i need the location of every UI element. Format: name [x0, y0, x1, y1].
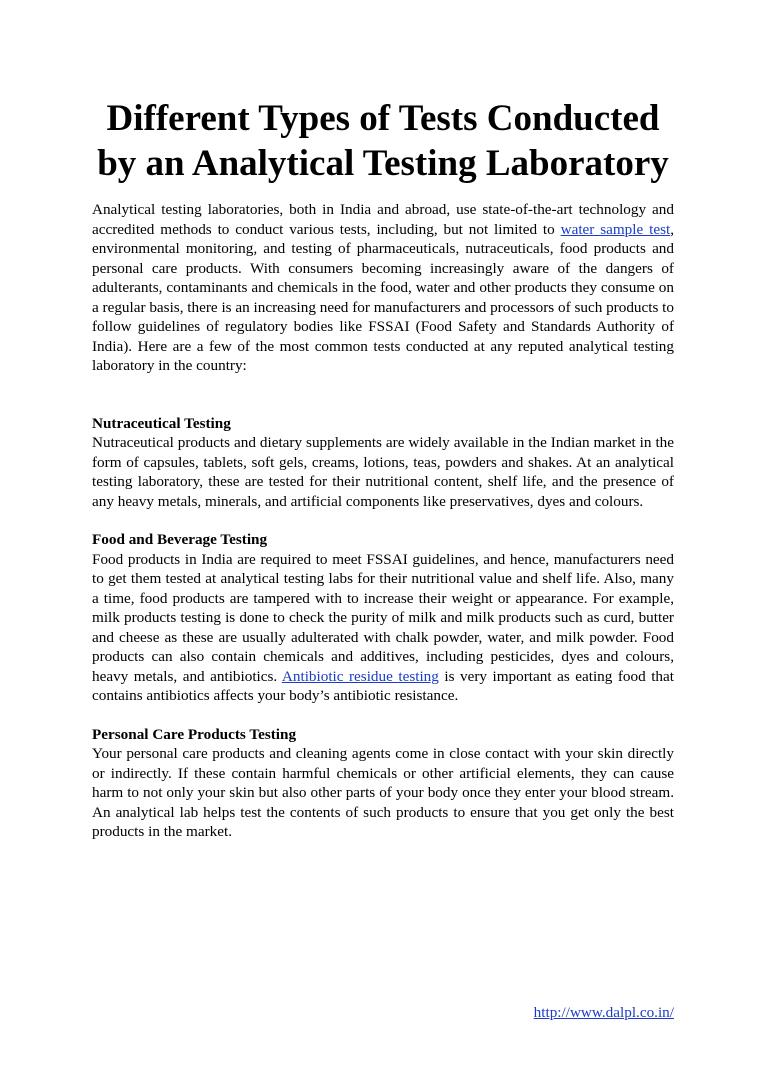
- nutraceutical-paragraph: Nutraceutical products and dietary supplements are widely available in the Indian market in the form of capsules, tablets, soft gels, creams, lotions, teas, powders and shakes. At an analytical testing laboratory, these are tested for their nutritional content, shelf life, and the presence of any heavy metals, minerals, and artificial components like preservatives, dyes and colours.: [92, 434, 674, 510]
- food-beverage-heading: Food and Beverage Testing: [92, 531, 268, 548]
- footer-website-link[interactable]: http://www.dalpl.co.in/: [533, 1004, 674, 1021]
- water-sample-test-link[interactable]: water sample test: [560, 220, 671, 238]
- footer: [534, 1003, 674, 1023]
- nutraceutical-heading: Nutraceutical Testing: [92, 414, 231, 432]
- food-text-before-link: Food products in India are required to meet FSSAI guidelines, and hence, manufacturers need to get them tested at analytical testing labs for their nutritional value and shelf life. Also, many a time, food products are tampered with to increase their weight or appearance. For example, milk products testing is done to check the purity of milk and milk products such as curd, butter and cheese as these are usually adulterated with chalk powder, water, and milk powder. Food products can also contain chemicals and additives, including pesticides, dyes and colours, heavy metals, and antibiotics.: [92, 550, 674, 685]
- page-title: Different Types of Tests Conducted by an Analytical Testing Laboratory: [97, 98, 669, 184]
- intro-text-before-link: Analytical testing laboratories, both in India and abroad, use state-of-the-art technology and accredited methods to conduct various tests, including, but not limited to: [92, 201, 674, 238]
- food-beverage-paragraph: [92, 550, 674, 706]
- intro-text-after-link: , environmental monitoring, and testing of pharmaceuticals, nutraceuticals, food products and personal care products. With consumers becoming increasingly aware of the dangers of adulterants, contaminants and chemicals in the food, water and other products they consume on a regular basis, there is an increasing need for manufacturers and processors of such products to follow guidelines of regulatory bodies like FSSAI (Food Safety and Standards Authority of India). Here are a few of the most common tests conducted at any reputed analytical testing laboratory in the country:: [92, 220, 674, 374]
- personal-care-heading: Personal Care Products Testing: [92, 725, 297, 743]
- intro-paragraph: [92, 200, 674, 376]
- food-text-after-link: is very important as eating food that contains antibiotics affects your body’s antibiotic resistance.: [92, 667, 674, 704]
- document-page: [92, 96, 674, 842]
- personal-care-paragraph: Your personal care products and cleaning agents come in close contact with your skin directly or indirectly. If these contain harmful chemicals or other artificial elements, they can cause harm to not only your skin but also other parts of your body once they enter your blood stream. An analytical lab helps test the contents of such products to ensure that you get only the best products in the market.: [92, 745, 674, 840]
- antibiotic-residue-testing-link[interactable]: Antibiotic residue testing: [281, 667, 439, 685]
